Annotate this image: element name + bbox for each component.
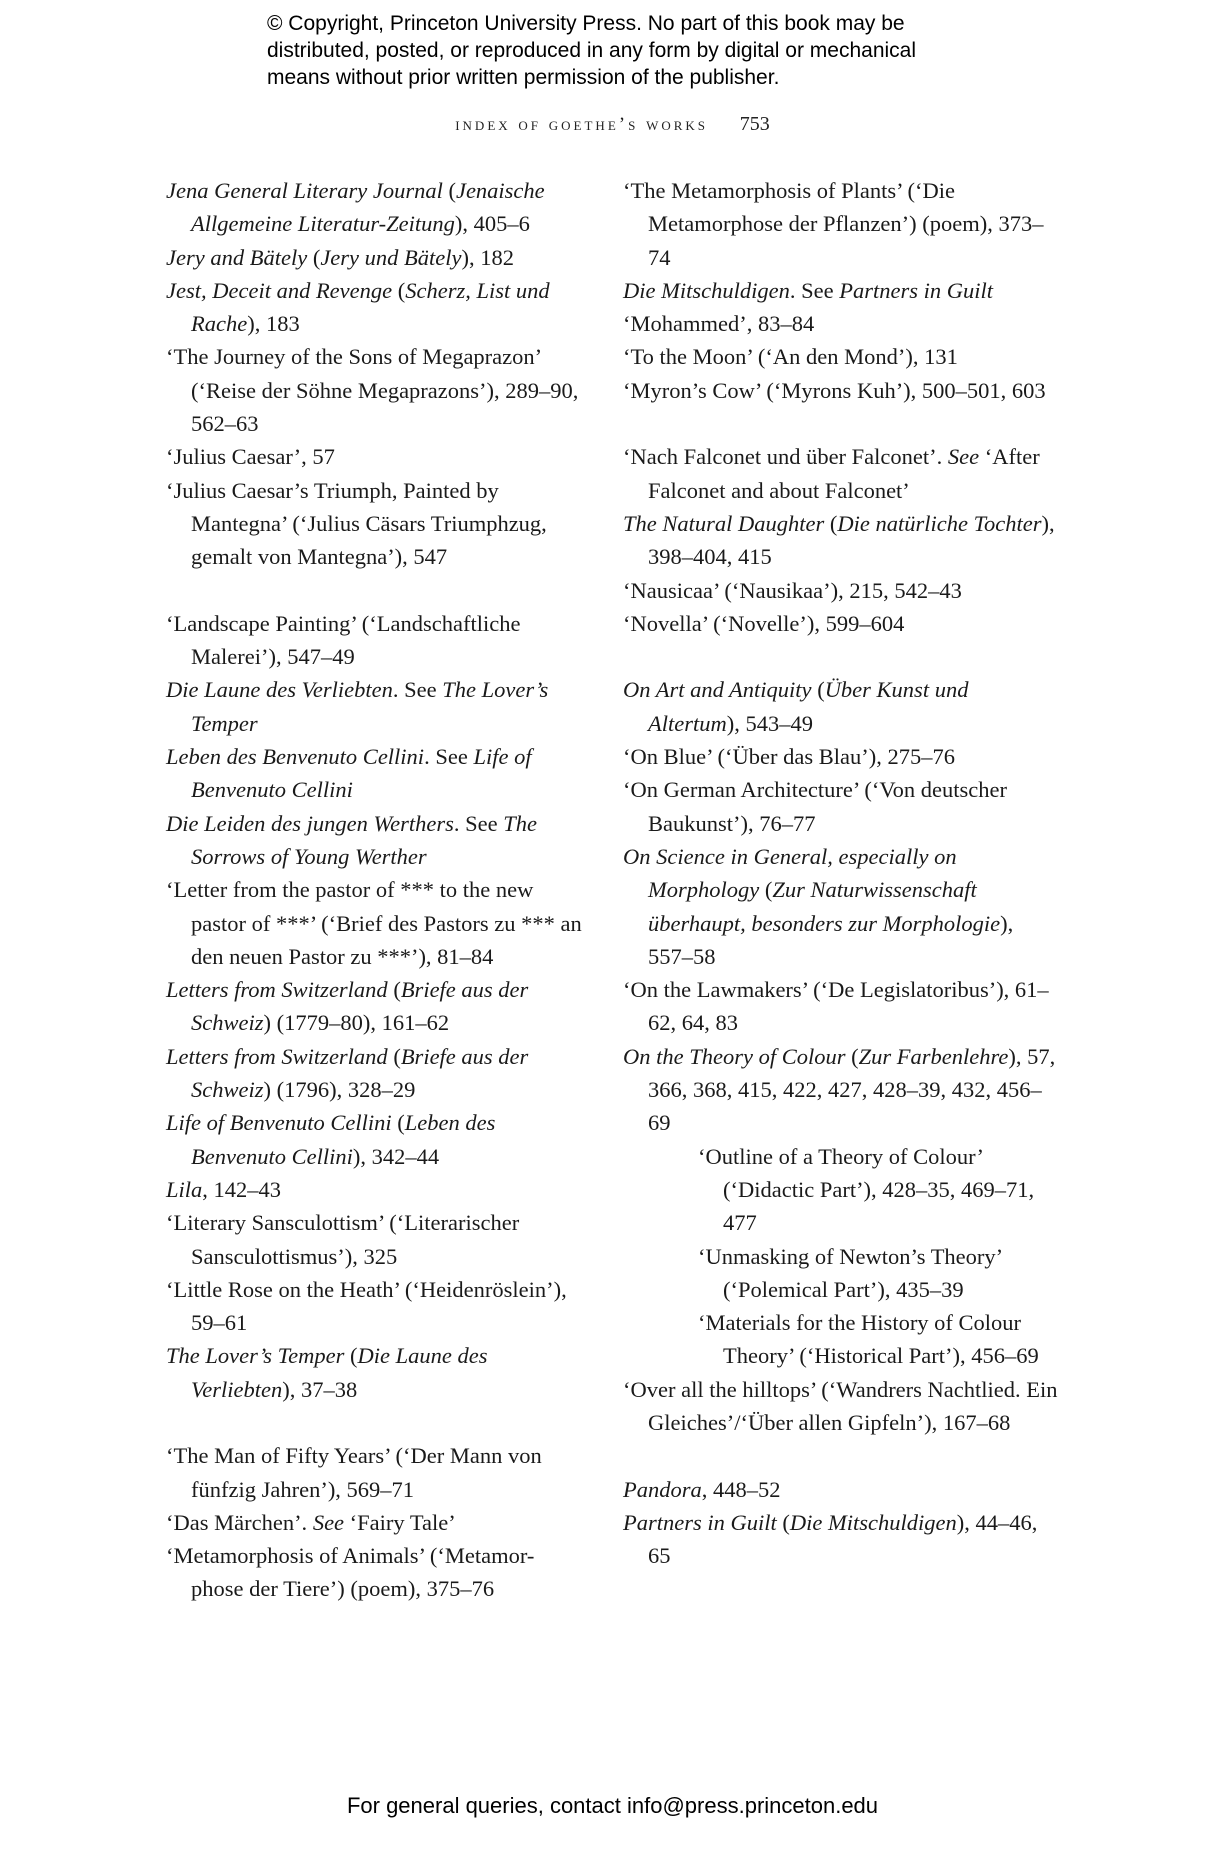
entry-italic-text: Zur Naturwissenschaft überhaupt, besonders zur Morphologie: [648, 877, 1001, 936]
index-entry: [623, 274, 1063, 307]
entry-italic-text: Jena General Literary Journal: [166, 178, 443, 203]
entry-text: (: [344, 1343, 358, 1369]
entry-text: (: [387, 1043, 401, 1069]
entry-text: ‘Julius Caesar’s Triumph, Painted by Mantegna’ (‘Julius Cäsars Triumphzug, gemalt von Mantegna’), 547: [166, 477, 547, 570]
entry-italic-text: Die Leiden des jungen Werthers: [166, 810, 454, 836]
entry-italic-text: On Art and Antiquity: [623, 677, 812, 703]
entry-italic-text: The Lover’s Temper: [166, 1343, 345, 1369]
index-entry: [623, 1506, 1063, 1573]
entry-italic-text: Jest, Deceit and Revenge: [166, 277, 393, 303]
index-entry: [166, 807, 586, 874]
entry-text: ‘Metamorphosis of Animals’ (‘Metamor-phose der Tiere’) (poem), 375–76: [166, 1543, 535, 1602]
entry-italic-text: On Science in General, especially on Morphology: [623, 843, 957, 903]
entry-text: (: [392, 277, 406, 303]
entry-gap: [166, 574, 586, 607]
entry-text: ), 557–58: [648, 910, 1014, 969]
index-entry: [623, 1473, 1063, 1506]
entry-italic-text: Leben des Benvenuto Cellini: [166, 744, 425, 770]
copyright-line: distributed, posted, or reproduced in any form by digital or mechanical: [267, 39, 917, 62]
entry-text: ‘On Blue’ (‘Über das Blau’), 275–76: [623, 744, 955, 770]
entry-text: ), 342–44: [352, 1143, 440, 1169]
index-entry: [166, 1339, 586, 1406]
entry-text: ‘Unmasking of Newton’s Theory’ (‘Polemical Part’), 435–39: [698, 1243, 1002, 1302]
entry-italic-text: Letters from Switzerland: [166, 1043, 388, 1069]
running-head: [0, 113, 1225, 136]
copyright-line: means without prior written permission of the publisher.: [267, 66, 780, 89]
entry-text: ‘Materials for the History of Colour Theory’ (‘Historical Part’), 456–69: [698, 1310, 1039, 1369]
entry-text: ), 57, 366, 368, 415, 422, 427, 428–39, 432, 456–69: [648, 1043, 1056, 1136]
entry-italic-text: The Lover’s Temper: [191, 677, 549, 736]
entry-text: ‘Das Märchen’.: [166, 1509, 313, 1535]
index-entry: [623, 440, 1063, 507]
entry-italic-text: Life of Benvenuto Cellini: [166, 1110, 392, 1136]
entry-text: (: [776, 1509, 790, 1535]
index-entry: [623, 1040, 1063, 1140]
entry-text: ‘Mohammed’, 83–84: [623, 311, 815, 337]
entry-text: . See: [453, 810, 504, 836]
copyright-notice: [267, 10, 1067, 91]
entry-text: ), 405–6: [454, 211, 530, 237]
index-entry: [623, 973, 1063, 1040]
entry-italic-text: Life of Benvenuto Cellini: [191, 744, 532, 803]
entry-text: ‘Outline of a Theory of Colour’ (‘Didactic Part’), 428–35, 469–71, 477: [698, 1143, 1035, 1236]
entry-italic-text: The Sorrows of Young Werther: [191, 810, 537, 869]
entry-text: ), 44–46, 65: [648, 1509, 1038, 1569]
entry-italic-text: Jery and Bätely: [166, 244, 308, 270]
entry-italic-text: See: [947, 444, 980, 470]
entry-text: (: [811, 677, 825, 703]
entry-text: (: [387, 977, 401, 1003]
index-entry: [166, 1040, 586, 1107]
index-entry: [623, 574, 1063, 607]
entry-text: ‘Nach Falconet und über Falconet’.: [623, 444, 948, 470]
entry-text: ‘Novella’ (‘Novelle’), 599–604: [623, 610, 905, 636]
index-entry: [166, 440, 586, 473]
entry-italic-text: Partners in Guilt: [623, 1509, 777, 1535]
entry-italic-text: Scherz, List und Rache: [191, 277, 550, 337]
entry-text: . See: [424, 744, 474, 770]
index-entry: [166, 607, 586, 674]
entry-text: ) (1779–80), 161–62: [263, 1010, 450, 1036]
entry-italic-text: Die natürliche Tochter: [837, 510, 1042, 536]
copyright-line: © Copyright, Princeton University Press. No part of this book may be: [267, 12, 905, 35]
index-entry: [166, 1439, 586, 1506]
index-entry: [623, 174, 1063, 274]
index-subentry: [623, 1306, 1063, 1373]
entry-text: ‘Landscape Painting’ (‘Landschaftliche Malerei’), 547–49: [166, 610, 521, 670]
index-column-right: [623, 174, 1063, 1572]
entry-italic-text: Jery und Bätely: [320, 244, 462, 270]
entry-text: . See: [392, 677, 443, 703]
index-entry: [166, 274, 586, 341]
running-head-title: index of goethe’s works: [455, 114, 709, 135]
index-entry: [166, 1106, 586, 1173]
entry-text: ‘Fairy Tale’: [344, 1509, 456, 1535]
index-entry: [623, 507, 1063, 574]
entry-italic-text: Die Laune des Verliebten: [191, 1343, 488, 1402]
entry-text: ‘The Metamorphosis of Plants’ (‘Die Metamorphose der Pflanzen’) (poem), 373–74: [623, 178, 1044, 270]
index-entry: [166, 1206, 586, 1273]
index-subentry: [623, 1240, 1063, 1307]
entry-gap: [623, 407, 1063, 440]
entry-italic-text: Jenaische Allgemeine Literatur-Zeitung: [191, 178, 545, 237]
entry-text: , 448–52: [701, 1476, 781, 1502]
index-entry: [166, 973, 586, 1040]
index-entry: [623, 1373, 1063, 1440]
entry-italic-text: Briefe aus der Schweiz: [191, 1043, 529, 1103]
entry-italic-text: Über Kunst und Altertum: [648, 677, 969, 736]
entry-text: ‘After Falconet and about Falconet’: [648, 444, 1040, 503]
index-entry: [166, 1539, 586, 1606]
entry-text: ), 398–404, 415: [648, 510, 1055, 570]
entry-text: ‘The Man of Fifty Years’ (‘Der Mann von fünfzig Jahren’), 569–71: [166, 1443, 542, 1502]
footer-contact: For general queries, contact info@press.princeton.edu: [346, 1793, 879, 1818]
entry-italic-text: See: [312, 1509, 345, 1535]
index-subentry: [623, 1140, 1063, 1240]
entry-text: ‘On the Lawmakers’ (‘De Legislatoribus’), 61–62, 64, 83: [623, 977, 1049, 1036]
index-entry: [166, 1173, 586, 1206]
entry-text: (: [824, 510, 838, 536]
page-number: 753: [739, 113, 770, 135]
entry-text: ‘Over all the hilltops’ (‘Wandrers Nachtlied. Ein Gleiches’/‘Über allen Gipfeln’), 167–68: [623, 1376, 1058, 1435]
entry-text: . See: [789, 277, 840, 303]
entry-text: ‘The Journey of the Sons of Megaprazon’ (‘Reise der Söhne Megaprazons’), 289–90, 562–63: [166, 344, 579, 437]
entry-text: ‘Literary Sansculottism’ (‘Literarischer Sansculottismus’), 325: [166, 1210, 520, 1269]
index-entry: [623, 740, 1063, 773]
index-entry: [166, 873, 586, 973]
entry-italic-text: Die Laune des Verliebten: [166, 677, 393, 703]
entry-text: ), 182: [461, 244, 514, 270]
index-entry: [623, 607, 1063, 640]
index-entry: [166, 1273, 586, 1340]
entry-gap: [166, 1406, 586, 1439]
index-entry: [623, 374, 1063, 407]
entry-text: (: [307, 244, 321, 270]
entry-italic-text: On the Theory of Colour: [623, 1043, 846, 1069]
entry-gap: [623, 640, 1063, 673]
entry-italic-text: Partners in Guilt: [839, 277, 993, 303]
entry-italic-text: Leben des Benvenuto Cellini: [191, 1110, 496, 1169]
index-entry: [623, 840, 1063, 973]
index-entry: [166, 740, 586, 807]
entry-italic-text: Briefe aus der Schweiz: [191, 977, 529, 1036]
index-entry: [166, 1506, 586, 1539]
index-entry: [623, 673, 1063, 740]
index-entry: [623, 773, 1063, 840]
entry-text: ), 37–38: [282, 1376, 358, 1402]
index-entry: [166, 673, 586, 740]
entry-gap: [623, 1439, 1063, 1472]
entry-text: ‘Little Rose on the Heath’ (‘Heidenröslein’), 59–61: [166, 1276, 567, 1336]
index-column-left: [166, 174, 586, 1606]
entry-text: ‘Letter from the pastor of *** to the new pastor of ***’ (‘Brief des Pastors zu *** an den neuen Pastor zu ***’), 81–84: [166, 877, 582, 969]
index-entry: [623, 340, 1063, 373]
entry-text: ‘To the Moon’ (‘An den Mond’), 131: [623, 344, 958, 370]
entry-text: ‘On German Architecture’ (‘Von deutscher Baukunst’), 76–77: [623, 777, 1008, 836]
entry-italic-text: Letters from Switzerland: [166, 977, 388, 1003]
index-entry: [166, 340, 586, 440]
entry-italic-text: The Natural Daughter: [623, 510, 825, 536]
entry-text: , 142–43: [202, 1176, 282, 1202]
entry-text: ‘Julius Caesar’, 57: [166, 444, 335, 470]
entry-text: ) (1796), 328–29: [263, 1077, 416, 1103]
entry-italic-text: Lila: [166, 1176, 203, 1202]
index-entry: [623, 307, 1063, 340]
entry-italic-text: Zur Farbenlehre: [858, 1043, 1009, 1069]
entry-text: (: [391, 1110, 405, 1136]
entry-text: (: [759, 877, 773, 903]
entry-italic-text: Pandora: [623, 1476, 702, 1502]
entry-text: (: [442, 178, 456, 203]
index-entry: [166, 474, 586, 574]
entry-text: ‘Nausicaa’ (‘Nausikaa’), 215, 542–43: [623, 577, 962, 603]
index-entry: [166, 241, 586, 274]
entry-text: ‘Myron’s Cow’ (‘Myrons Kuh’), 500–501, 603: [623, 377, 1046, 403]
entry-text: ), 543–49: [726, 710, 813, 736]
entry-text: (: [845, 1043, 859, 1069]
index-entry: [166, 174, 586, 241]
entry-text: ), 183: [247, 311, 300, 337]
entry-italic-text: Die Mitschuldigen: [789, 1509, 957, 1535]
entry-italic-text: Die Mitschuldigen: [623, 277, 790, 303]
